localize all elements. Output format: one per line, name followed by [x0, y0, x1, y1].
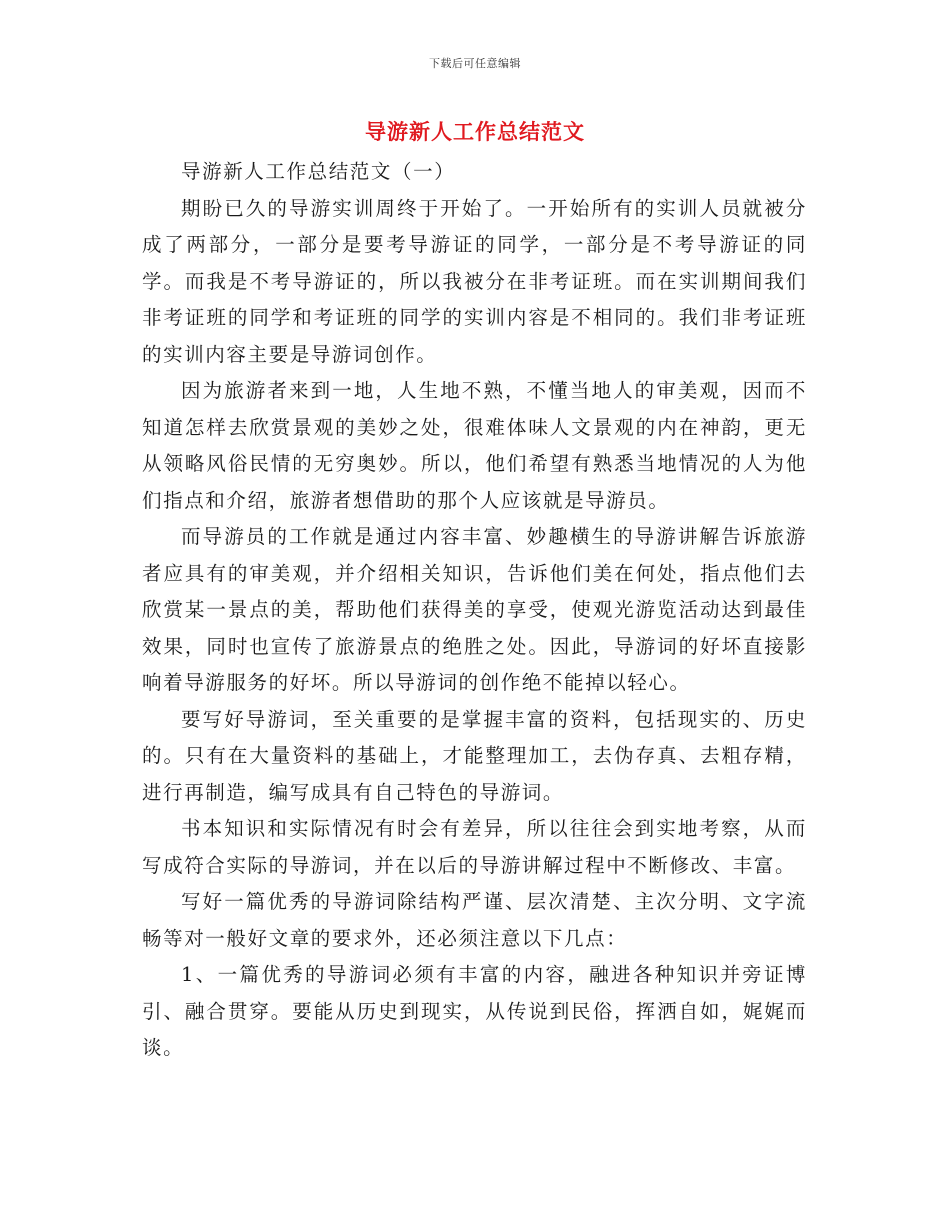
- page-header-note: 下载后可任意编辑: [429, 57, 521, 70]
- paragraph: 而导游员的工作就是通过内容丰富、妙趣横生的导游讲解告诉旅游者应具有的审美观，并介绍相关知识，告诉他们美在何处，指点他们去欣赏某一景点的美，帮助他们获得美的享受，使观光游览活动达到最佳效果，同时也宣传了旅游景点的绝胜之处。因此，导游词的好坏直接影响着导游服务的好坏。所以导游词的创作绝不能掉以轻心。: [142, 525, 807, 694]
- paragraph: 写好一篇优秀的导游词除结构严谨、层次清楚、主次分明、文字流畅等对一般好文章的要求外，还必须注意以下几点：: [142, 890, 807, 950]
- paragraph: 因为旅游者来到一地，人生地不熟，不懂当地人的审美观，因而不知道怎样去欣赏景观的美妙之处，很难体味人文景观的内在神韵，更无从领略风俗民情的无穷奥妙。所以，他们希望有熟悉当地情况的人为他们指点和介绍，旅游者想借助的那个人应该就是导游员。: [142, 379, 807, 512]
- document-body: [142, 154, 807, 1067]
- document-title: 导游新人工作总结范文: [365, 119, 585, 144]
- paragraph: 书本知识和实际情况有时会有差异，所以往往会到实地考察，从而写成符合实际的导游词，并在以后的导游讲解过程中不断修改、丰富。: [142, 817, 807, 877]
- section-subtitle: 导游新人工作总结范文（一）: [181, 160, 456, 183]
- paragraph: 期盼已久的导游实训周终于开始了。一开始所有的实训人员就被分成了两部分，一部分是要考导游证的同学，一部分是不考导游证的同学。而我是不考导游证的，所以我被分在非考证班。而在实训期间我们非考证班的同学和考证班的同学的实训内容是不相同的。我们非考证班的实训内容主要是导游词创作。: [142, 196, 807, 366]
- paragraph: 要写好导游词，至关重要的是掌握丰富的资料，包括现实的、历史的。只有在大量资料的基础上，才能整理加工，去伪存真、去粗存精，进行再制造，编写成具有自己特色的导游词。: [142, 707, 807, 804]
- paragraph: 1、一篇优秀的导游词必须有丰富的内容，融进各种知识并旁证博引、融合贯穿。要能从历史到现实，从传说到民俗，挥洒自如，娓娓而谈。: [142, 963, 807, 1059]
